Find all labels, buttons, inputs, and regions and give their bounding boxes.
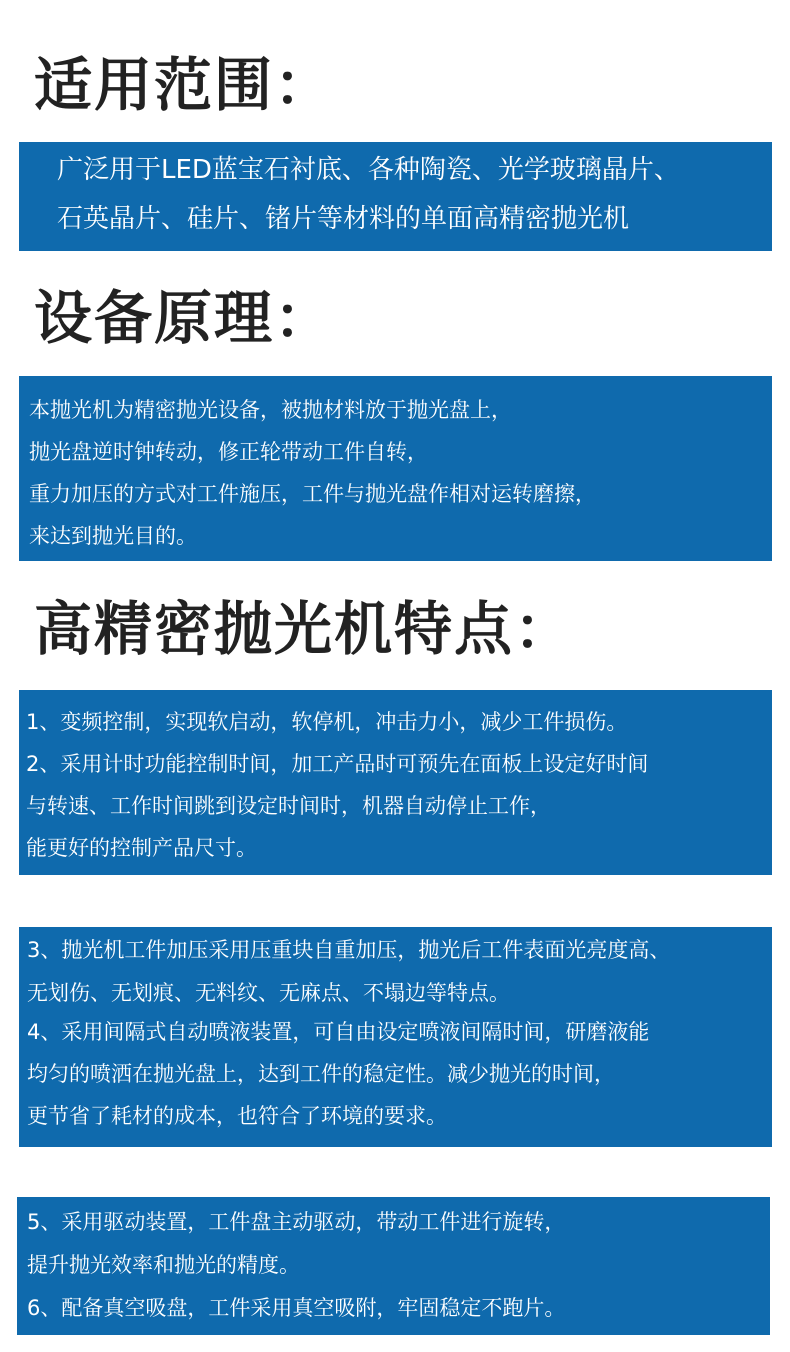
feature-line: 6、配备真空吸盘，工件采用真空吸附，牢固稳定不跑片。 [27, 1296, 566, 1320]
features-box-1 [19, 690, 772, 875]
feature-line: 3、抛光机工件加压采用压重块自重加压，抛光后工件表面光亮度高、 [27, 938, 671, 962]
heading-application-scope: 适用范围： [34, 51, 335, 119]
scope-line-2: 石英晶片、硅片、锗片等材料的单面高精密抛光机 [57, 204, 630, 234]
feature-line: 2、采用计时功能控制时间，加工产品时可预先在面板上设定好时间 [26, 752, 649, 776]
principle-line-3: 重力加压的方式对工件施压，工件与抛光盘作相对运转磨擦， [29, 482, 596, 506]
features-box-3 [17, 1197, 770, 1335]
feature-line: 能更好的控制产品尺寸。 [26, 836, 257, 860]
application-scope-box [19, 142, 772, 251]
scope-line-1: 广泛用于LED蓝宝石衬底、各种陶瓷、光学玻璃晶片、 [57, 155, 680, 185]
feature-line: 更节省了耗材的成本，也符合了环境的要求。 [27, 1104, 447, 1128]
feature-line: 无划伤、无划痕、无料纹、无麻点、不塌边等特点。 [27, 981, 510, 1005]
principle-line-4: 来达到抛光目的。 [29, 524, 197, 548]
principle-line-2: 抛光盘逆时钟转动，修正轮带动工件自转， [29, 440, 428, 464]
equipment-principle-box [19, 376, 772, 561]
feature-line: 与转速、工作时间跳到设定时间时，机器自动停止工作， [26, 794, 551, 818]
principle-line-1: 本抛光机为精密抛光设备，被抛材料放于抛光盘上， [29, 398, 512, 422]
feature-line: 4、采用间隔式自动喷液装置，可自由设定喷液间隔时间，研磨液能 [27, 1020, 650, 1044]
feature-line: 均匀的喷洒在抛光盘上，达到工件的稳定性。减少抛光的时间， [27, 1062, 615, 1086]
feature-line: 提升抛光效率和抛光的精度。 [27, 1253, 300, 1277]
feature-line: 5、采用驱动装置，工件盘主动驱动，带动工件进行旋转， [27, 1210, 566, 1234]
heading-equipment-principle: 设备原理： [34, 284, 335, 352]
features-box-2 [19, 927, 772, 1147]
feature-line: 1、变频控制，实现软启动，软停机，冲击力小，减少工件损伤。 [26, 710, 628, 734]
heading-features: 高精密抛光机特点： [34, 595, 575, 663]
